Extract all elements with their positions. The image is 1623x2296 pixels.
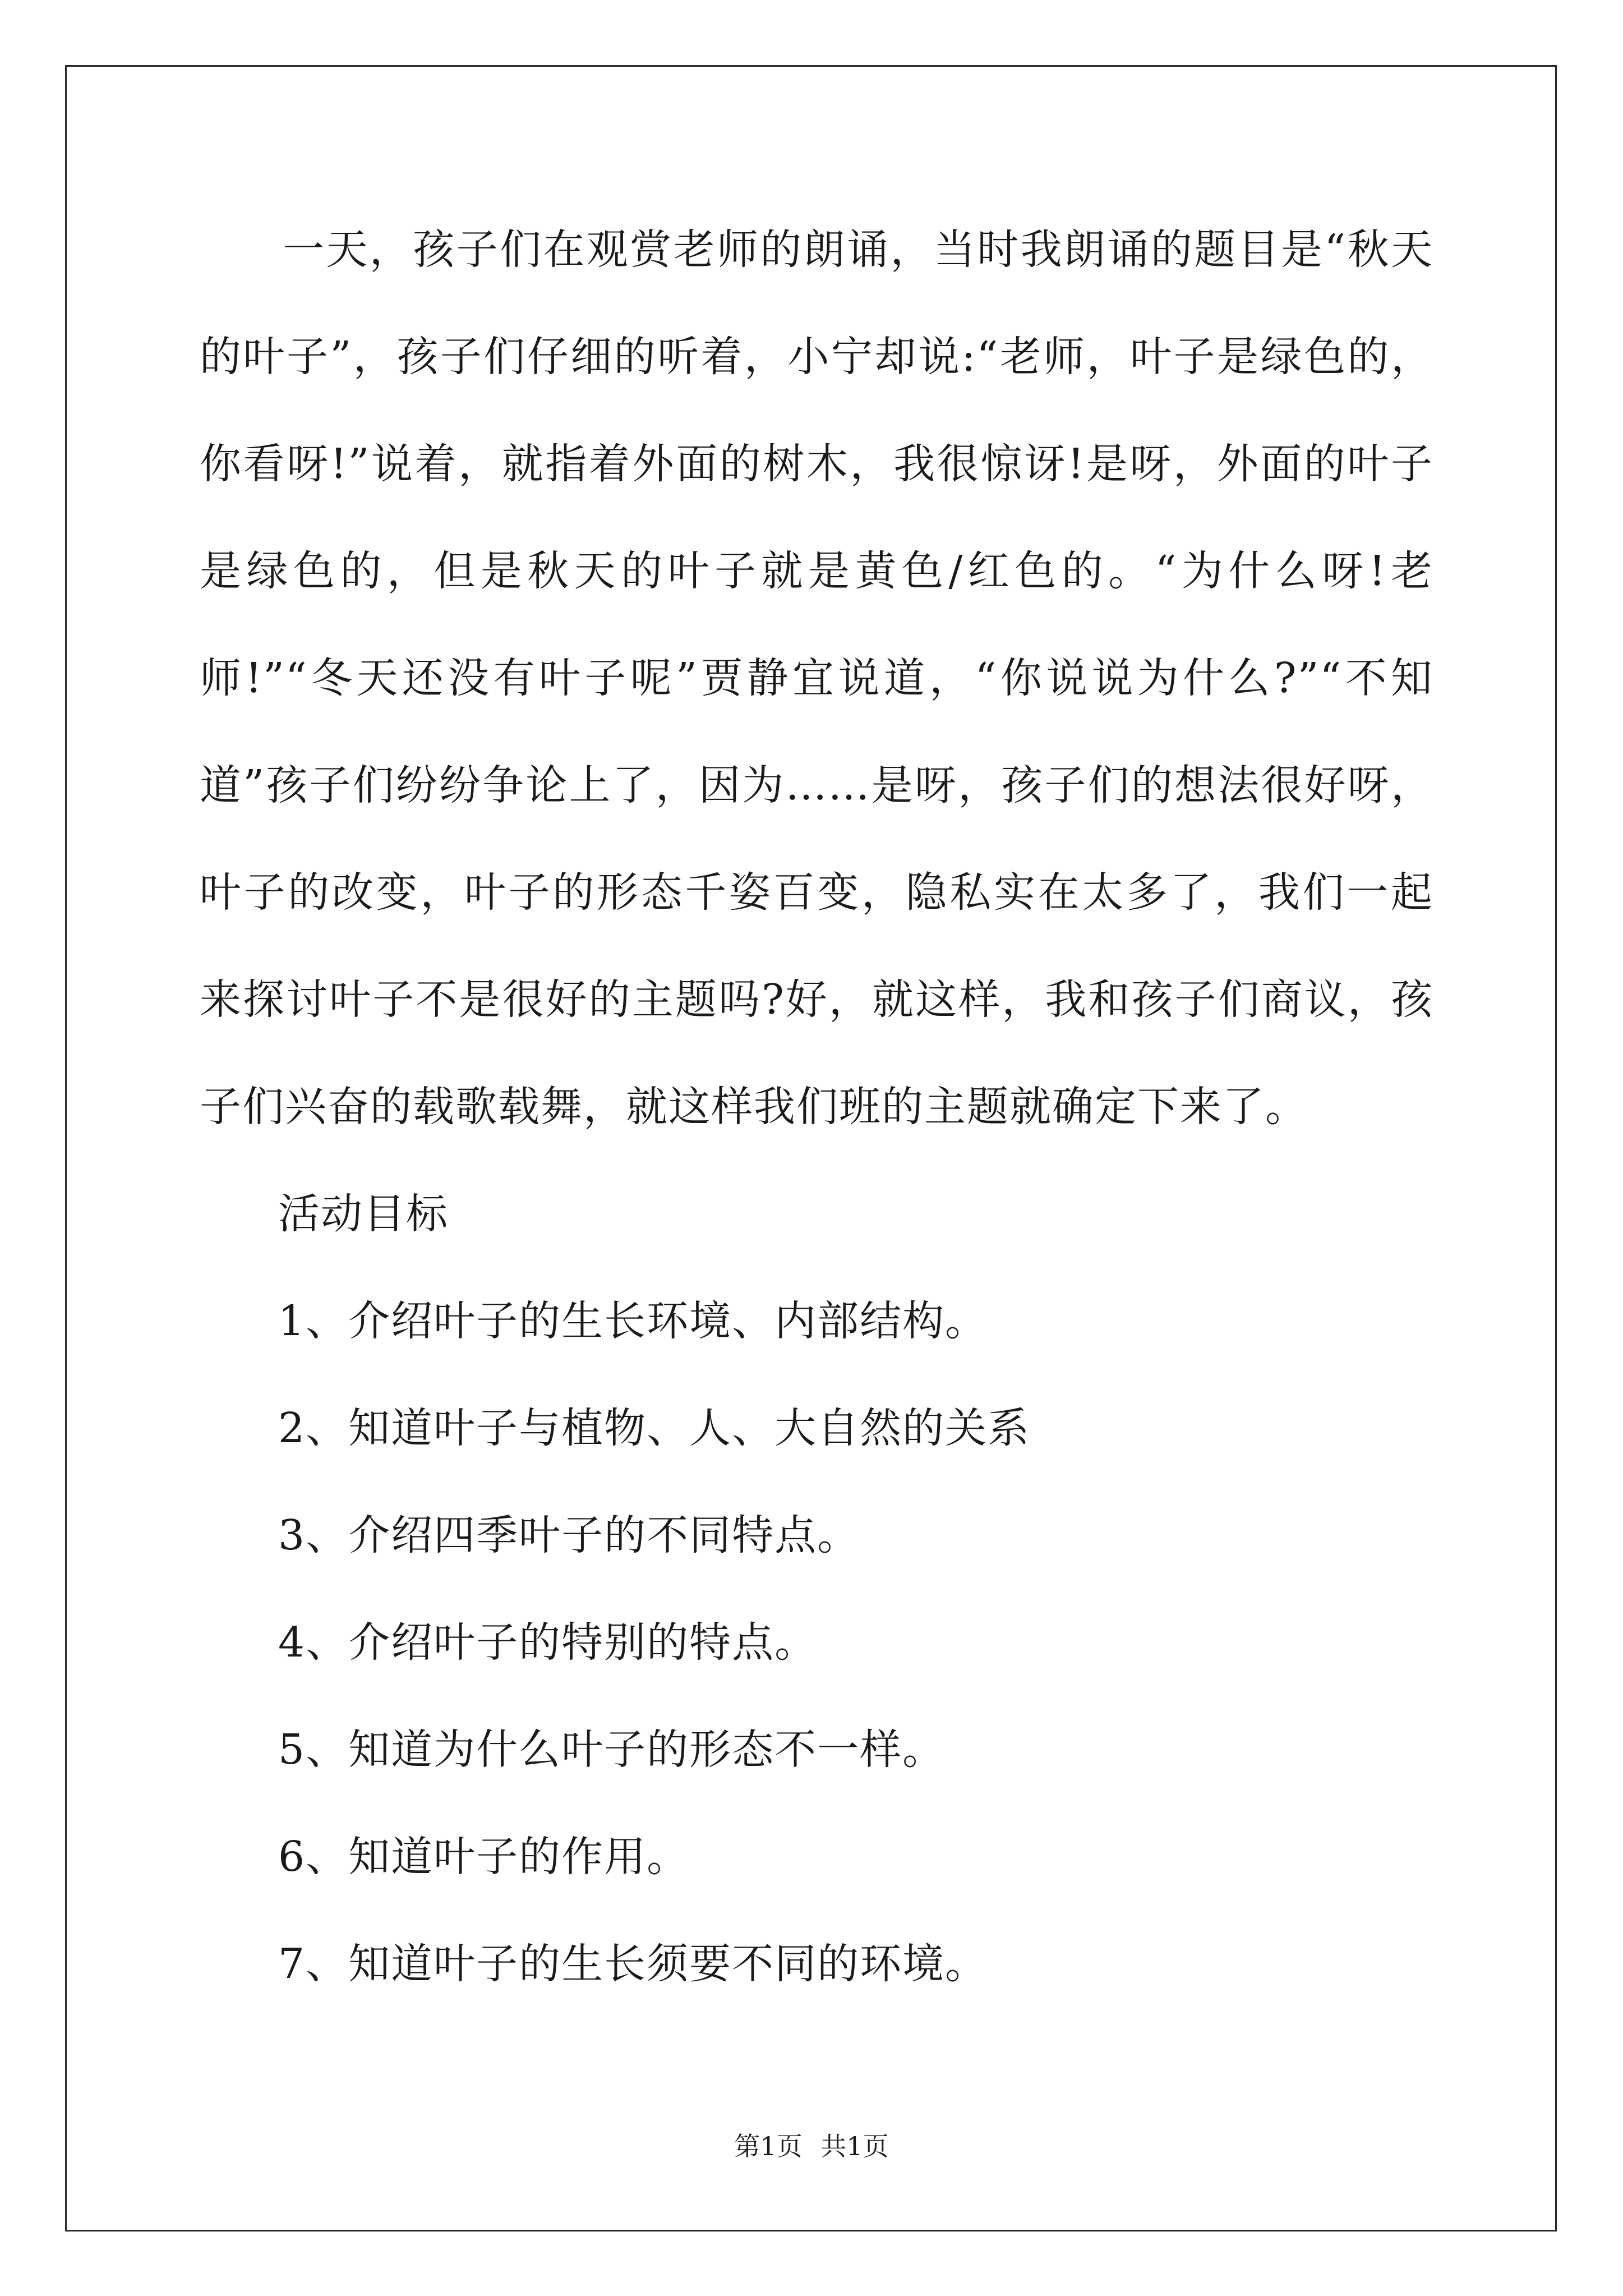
intro-paragraph: 一天，孩子们在观赏老师的朗诵，当时我朗诵的题目是“秋天的叶子”，孩子们仔细的听着，小宁却说:“老师，叶子是绿色的，你看呀!”说着，就指着外面的树木，我很惊讶!是呀，外面的叶子是绿色的，但是秋天的叶子就是黄色/红色的。“为什么呀!老师!”“冬天还没有叶子呢”贾静宜说道，“你说说为什么?”“不知道”孩子们纷纷争论上了，因为……是呀，孩子们的想法很好呀，叶子的改变，叶子的形态千姿百变，隐私实在太多了，我们一起来探讨叶子不是很好的主题吗?好，就这样，我和孩子们商议，孩子们兴奋的载歌载舞，就这样我们班的主题就确定下来了。 [200, 226, 1433, 1131]
goal-item: 2、知道叶子与植物、人、大自然的关系 [278, 1404, 1031, 1452]
goal-item: 7、知道叶子的生长须要不同的环境。 [278, 1940, 988, 1988]
document-body [200, 196, 1433, 2018]
section-heading: 活动目标 [278, 1190, 449, 1238]
goal-item: 4、介绍叶子的特别的特点。 [278, 1618, 818, 1667]
page-footer: 第1页 共1页 [734, 2131, 889, 2161]
goal-item: 1、介绍叶子的生长环境、内部结构。 [278, 1297, 988, 1345]
goal-item: 5、知道为什么叶子的形态不一样。 [278, 1726, 946, 1774]
goal-item: 3、介绍四季叶子的不同特点。 [278, 1511, 860, 1559]
goal-item: 6、知道叶子的作用。 [278, 1833, 690, 1881]
